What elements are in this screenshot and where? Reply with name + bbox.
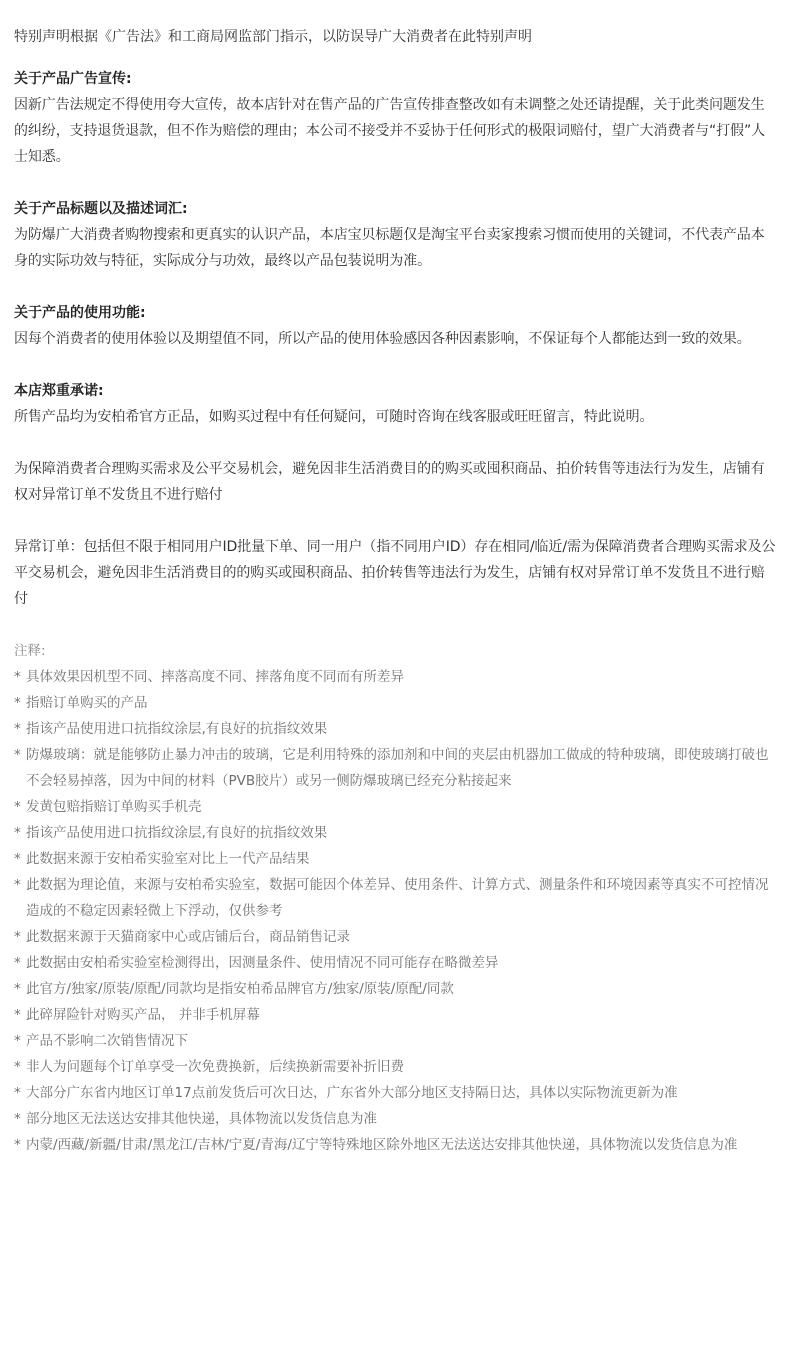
note-bullet: * [14, 1059, 21, 1075]
note-item [14, 794, 776, 820]
section-body: 所售产品均为安柏希官方正品，如购买过程中有任何疑问，可随时咨询在线客服或旺旺留言，特此说明。 [14, 409, 654, 425]
note-bullet: * [14, 851, 21, 867]
note-text: 部分地区无法送达安排其他快递，具体物流以发货信息为准 [26, 1111, 377, 1127]
note-item [14, 846, 776, 872]
note-bullet: * [14, 669, 21, 685]
note-bullet: * [14, 1111, 21, 1127]
note-text: 此数据为理论值，来源与安柏希实验室，数据可能因个体差异、使用条件、计算方式、测量条件和环境因素等真实不可控情况造成的不稳定因素轻微上下浮动，仅供参考 [26, 877, 769, 919]
note-bullet: * [14, 877, 21, 893]
note-item [14, 976, 776, 1002]
note-text: 此官方/独家/原装/原配/同款均是指安柏希品牌官方/独家/原装/原配/同款 [26, 981, 454, 997]
note-item [14, 1028, 776, 1054]
paragraph-abnormal-orders [14, 534, 776, 612]
note-bullet: * [14, 799, 21, 815]
note-item [14, 820, 776, 846]
note-text: 发黄包赔指赔订单购买手机壳 [26, 799, 202, 815]
note-text: 指赔订单购买的产品 [26, 695, 148, 711]
note-bullet: * [14, 1085, 21, 1101]
note-bullet: * [14, 695, 21, 711]
note-text: 内蒙/西藏/新疆/甘肃/黑龙江/吉林/宁夏/青海/辽宁等特殊地区除外地区无法送达安排其他快递，具体物流以发货信息为准 [26, 1137, 738, 1153]
note-text: 大部分广东省内地区订单17点前发货后可次日达，广东省外大部分地区支持隔日达，具体以实际物流更新为准 [26, 1085, 678, 1101]
note-text: 此数据来源于安柏希实验室对比上一代产品结果 [26, 851, 310, 867]
note-item [14, 1054, 776, 1080]
section-heading: 本店郑重承诺: [14, 383, 104, 399]
note-item [14, 1106, 776, 1132]
note-text: 指该产品使用进口抗指纹涂层,有良好的抗指纹效果 [26, 721, 328, 737]
section-ad-claims [14, 66, 776, 170]
section-body: 为防爆广大消费者购物搜索和更真实的认识产品，本店宝贝标题仅是淘宝平台卖家搜索习惯而使用的关键词，不代表产品本身的实际功效与特征，实际成分与功效，最终以产品包装说明为准。 [14, 227, 765, 269]
note-item [14, 1002, 776, 1028]
section-title-wording [14, 196, 776, 274]
note-item [14, 872, 776, 924]
note-text: 防爆玻璃：就是能够防止暴力冲击的玻璃，它是利用特殊的添加剂和中间的夹层由机器加工做成的特种玻璃，即使玻璃打破也不会轻易掉落，因为中间的材料（PVB胶片）或另一侧防爆玻璃已经充分粘接起来 [26, 747, 769, 789]
note-item [14, 716, 776, 742]
section-usage-function [14, 300, 776, 352]
note-text: 指该产品使用进口抗指纹涂层,有良好的抗指纹效果 [26, 825, 328, 841]
note-bullet: * [14, 825, 21, 841]
note-text: 非人为问题每个订单享受一次免费换新，后续换新需要补折旧费 [26, 1059, 404, 1075]
note-item [14, 924, 776, 950]
paragraph-consumer-protection [14, 456, 776, 508]
section-heading: 关于产品标题以及描述词汇: [14, 201, 188, 217]
note-text: 此碎屏险针对购买产品， 并非手机屏幕 [26, 1007, 260, 1023]
note-item [14, 664, 776, 690]
note-text: 具体效果因机型不同、摔落高度不同、摔落角度不同而有所差异 [26, 669, 404, 685]
note-item [14, 1132, 776, 1158]
note-bullet: * [14, 1007, 21, 1023]
section-heading: 关于产品的使用功能: [14, 305, 146, 321]
note-text: 产品不影响二次销售情况下 [26, 1033, 188, 1049]
note-bullet: * [14, 955, 21, 971]
note-item [14, 742, 776, 794]
note-item [14, 690, 776, 716]
section-body: 因每个消费者的使用体验以及期望值不同，所以产品的使用体验感因各种因素影响，不保证每个人都能达到一致的效果。 [14, 331, 751, 347]
section-store-promise [14, 378, 776, 430]
note-bullet: * [14, 1033, 21, 1049]
paragraph-text: 为保障消费者合理购买需求及公平交易机会，避免因非生活消费目的的购买或囤积商品、拍价转售等违法行为发生，店铺有权对异常订单不发货且不进行赔付 [14, 461, 765, 503]
note-text: 此数据由安柏希实验室检测得出，因测量条件、使用情况不同可能存在略微差异 [26, 955, 499, 971]
paragraph-text: 异常订单：包括但不限于相同用户ID批量下单、同一用户（指不同用户ID）存在相同/临近/需为保障消费者合理购买需求及公平交易机会，避免因非生活消费目的的购买或囤积商品、拍价转售等违法行为发生，店铺有权对异常订单不发货且不进行赔付 [14, 539, 776, 607]
note-bullet: * [14, 981, 21, 997]
note-item [14, 1080, 776, 1106]
notes-block [14, 638, 776, 1158]
note-bullet: * [14, 747, 21, 763]
note-bullet: * [14, 721, 21, 737]
notes-list [14, 664, 776, 1158]
note-text: 此数据来源于天猫商家中心或店铺后台，商品销售记录 [26, 929, 350, 945]
section-body: 因新广告法规定不得使用夸大宣传，故本店针对在售产品的广告宣传排查整改如有未调整之处还请提醒，关于此类问题发生的纠纷，支持退货退款，但不作为赔偿的理由；本公司不接受并不妥协于任何形式的极限词赔付，望广大消费者与“打假”人士知悉。 [14, 97, 766, 165]
intro-statement: 特别声明根据《广告法》和工商局网监部门指示，以防误导广大消费者在此特别声明 [14, 29, 532, 45]
notes-title: 注释: [14, 643, 46, 659]
note-bullet: * [14, 1137, 21, 1153]
section-heading: 关于产品广告宣传: [14, 71, 132, 87]
note-bullet: * [14, 929, 21, 945]
note-item [14, 950, 776, 976]
